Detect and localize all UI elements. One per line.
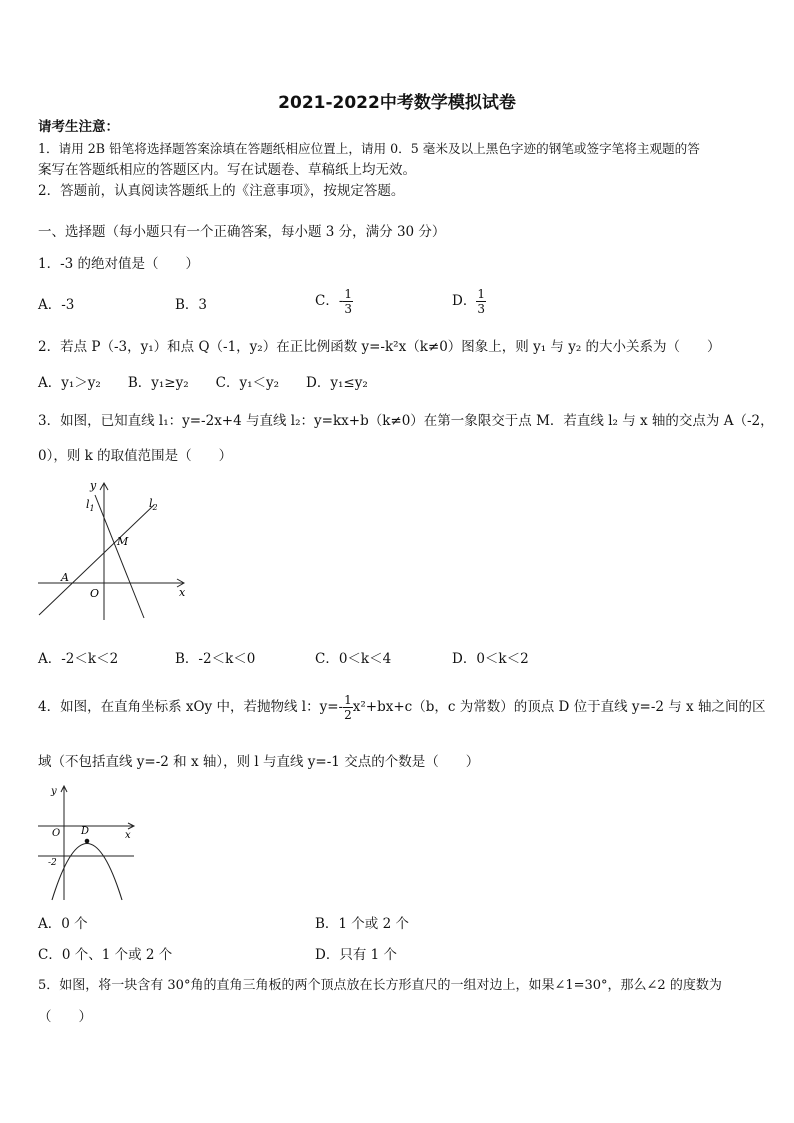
q4-option-d: D．只有 1 个 (315, 947, 397, 963)
q4-option-c: C．0 个、1 个或 2 个 (38, 947, 173, 963)
parabola (52, 844, 122, 901)
q1-option-b: B．3 (175, 297, 208, 313)
question-2-stem: 2．若点 P（-3，y₁）和点 Q（-1，y₂）在正比例函数 y=-k²x（k≠0）图象上，则 y₁ 与 y₂ 的大小关系为（ ） (38, 339, 721, 355)
notice-line-1: 1．请用 2B 铅笔将选择题答案涂填在答题纸相应位置上，请用 0．5 毫米及以上黑色字迹的钢笔或签字笔将主观题的答 (38, 141, 700, 156)
q3-figure (36, 475, 196, 625)
q4-figure (36, 782, 140, 904)
fraction: $\frac{1}{3}$ (477, 287, 485, 316)
label-m: M (117, 535, 129, 548)
label-l2: $l_2$ (149, 497, 158, 512)
label-o: O (52, 828, 61, 839)
section-heading: 一、选择题（每小题只有一个正确答案，每小题 3 分，满分 30 分） (38, 224, 446, 240)
page-title: 2021-2022中考数学模拟试卷 (278, 93, 516, 113)
notice-heading: 请考生注意： (38, 119, 119, 135)
label-o: O (90, 587, 100, 600)
label-l1: $l_1$ (86, 498, 95, 513)
label-x: x (125, 830, 131, 841)
label-d: D (81, 826, 90, 837)
q3-option-d: D．0＜k＜2 (452, 651, 529, 667)
q4-option-b: B．1 个或 2 个 (315, 916, 409, 932)
question-4-stem-line-1: 4．如图，在直角坐标系 xOy 中，若抛物线 l：y=- $\frac{1}{2}$ x²+bx+c（b，c 为常数）的顶点 D 位于直线 y=-2 与 x 轴之间的区 (38, 693, 766, 722)
label-x: x (179, 586, 186, 599)
notice-line-2: 2．答题前，认真阅读答题纸上的《注意事项》，按规定答题。 (38, 183, 405, 199)
q3-option-a: A．-2＜k＜2 (38, 651, 119, 667)
q3-option-c: C．0＜k＜4 (315, 651, 392, 667)
question-5-stem-line-2: （ ） (38, 1009, 92, 1025)
fraction: $\frac{1}{2}$ (344, 693, 352, 722)
vertex-point (85, 839, 90, 844)
question-3-stem-line-2: 0），则 k 的取值范围是（ ） (38, 448, 233, 464)
label-y: y (51, 786, 57, 797)
q2-options: A．y₁＞y₂ B．y₁≥y₂ C．y₁＜y₂ D．y₁≤y₂ (38, 375, 368, 391)
q4-option-a: A．0 个 (38, 916, 88, 932)
notice-line-1b: 案写在答题纸相应的答题区内。写在试题卷、草稿纸上均无效。 (38, 162, 416, 178)
question-4-stem-line-2: 域（不包括直线 y=-2 和 x 轴），则 l 与直线 y=-1 交点的个数是（ ） (38, 754, 480, 770)
q3-option-b: B．-2＜k＜0 (175, 651, 256, 667)
question-5-stem-line-1: 5．如图，将一块含有 30°角的直角三角板的两个顶点放在长方形直尺的一组对边上，如果∠1=30°，那么∠2 的度数为 (38, 978, 722, 993)
line-l1 (95, 495, 144, 618)
fraction: $\frac{1}{3}$ (344, 287, 353, 316)
label-a: A (61, 571, 69, 584)
q1-option-d: D． $\frac{1}{3}$ (452, 287, 485, 316)
label-y: y (90, 479, 97, 492)
q1-option-c: C．- $\frac{1}{3}$ (315, 287, 353, 316)
question-3-stem-line-1: 3．如图，已知直线 l₁：y=-2x+4 与直线 l₂：y=kx+b（k≠0）在第一象限交于点 M．若直线 l₂ 与 x 轴的交点为 A（-2， (38, 413, 774, 429)
q1-option-a: A．-3 (38, 297, 75, 313)
label-minus-2: -2 (48, 858, 57, 868)
question-1-stem: 1．-3 的绝对值是（ ） (38, 256, 200, 272)
